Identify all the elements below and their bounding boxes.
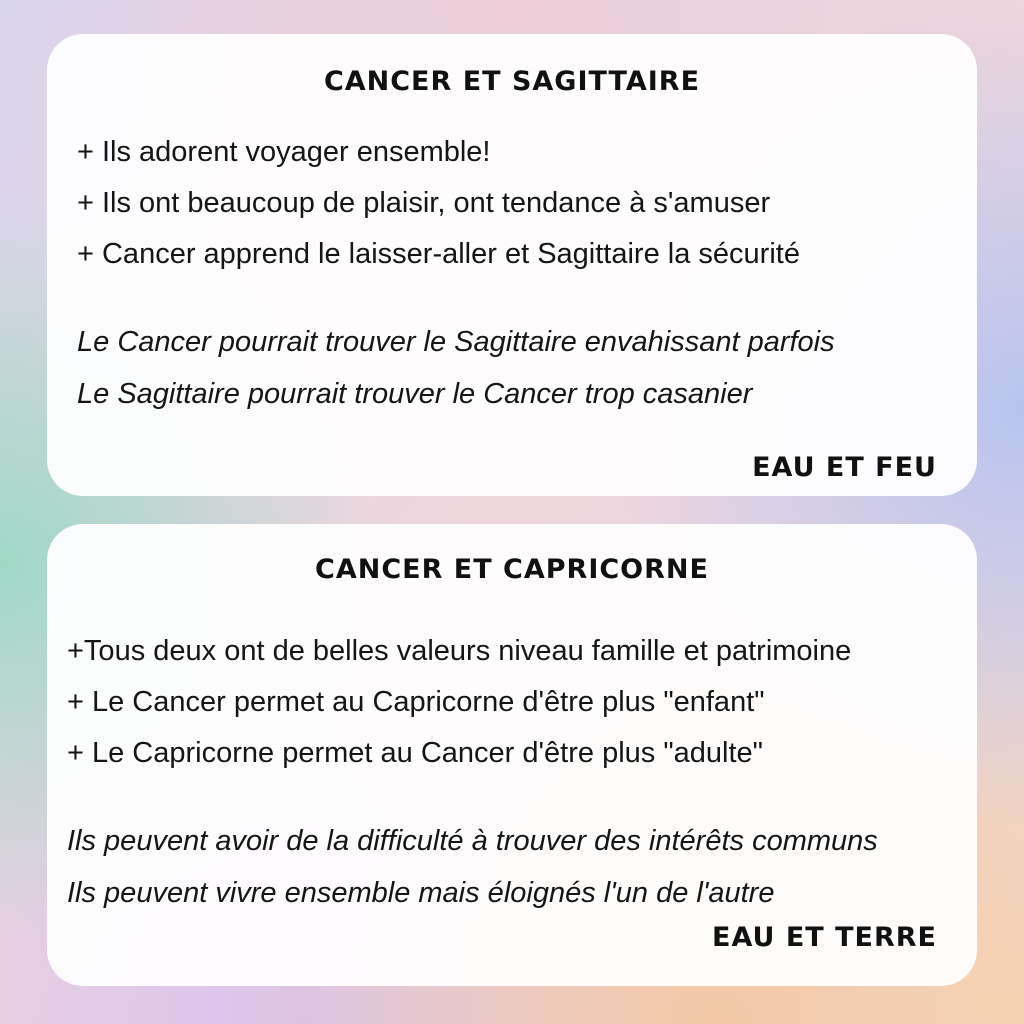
- positive-item: + Le Capricorne permet au Cancer d'être plus "adulte": [67, 737, 763, 769]
- positive-item: + Ils adorent voyager ensemble!: [77, 136, 491, 168]
- positive-item: + Le Cancer permet au Capricorne d'être plus "enfant": [67, 686, 765, 718]
- positive-item: +Tous deux ont de belles valeurs niveau famille et patrimoine: [67, 635, 852, 667]
- challenges-list: [77, 316, 835, 420]
- challenge-item: Ils peuvent vivre ensemble mais éloignés l'un de l'autre: [67, 877, 775, 909]
- elements-label: EAU ET FEU: [752, 452, 937, 483]
- compatibility-card-cancer-capricorn: [47, 524, 977, 986]
- compatibility-card-cancer-sagittarius: [47, 34, 977, 496]
- card-title: CANCER ET SAGITTAIRE: [323, 66, 701, 97]
- positive-item: + Cancer apprend le laisser-aller et Sagittaire la sécurité: [77, 238, 800, 270]
- challenge-item: Le Cancer pourrait trouver le Sagittaire envahissant parfois: [77, 326, 835, 358]
- card-title: CANCER ET CAPRICORNE: [315, 554, 709, 585]
- challenge-item: Ils peuvent avoir de la difficulté à trouver des intérêts communs: [67, 825, 878, 857]
- positives-list: [77, 127, 800, 280]
- positives-list: [67, 626, 851, 779]
- positive-item: + Ils ont beaucoup de plaisir, ont tendance à s'amuser: [77, 187, 771, 219]
- elements-label: EAU ET TERRE: [712, 922, 937, 953]
- challenge-item: Le Sagittaire pourrait trouver le Cancer trop casanier: [77, 378, 753, 410]
- challenges-list: [67, 815, 878, 919]
